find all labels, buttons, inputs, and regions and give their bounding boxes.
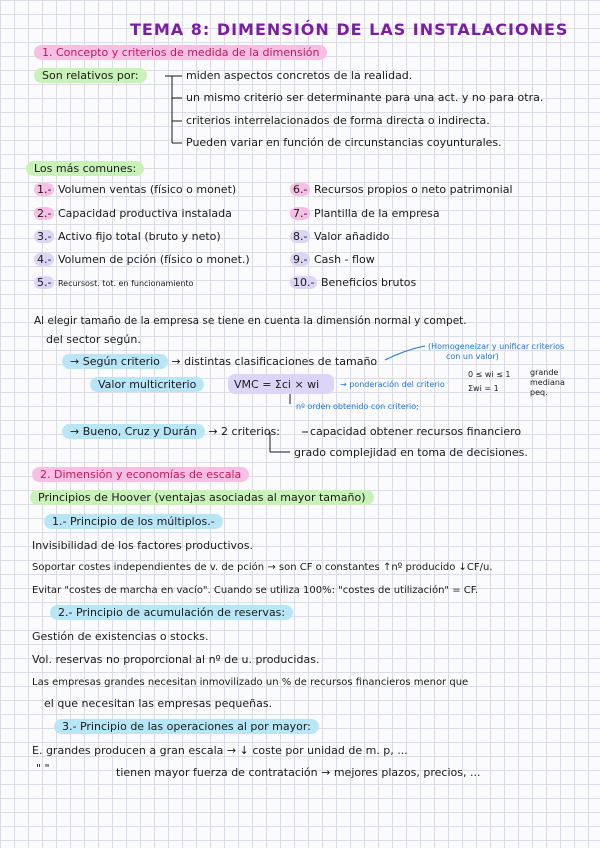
list-item: [34, 183, 236, 197]
grado-text: grado complejidad en toma de decisiones.: [294, 446, 528, 459]
p3-ditto: " ": [36, 762, 50, 775]
principle-2: [50, 606, 293, 620]
segun-criterio: → Según criterio → distintas clasificaciones de tamaño: [62, 355, 377, 369]
principle-2-text: 2.- Principio de acumulación de reservas:: [50, 605, 293, 620]
principle-1: [44, 515, 223, 529]
list-item: [34, 207, 232, 221]
ponderacion-note: → ponderación del criterio: [340, 380, 445, 389]
n-orden-note: nº orden obtenido con criterio;: [296, 402, 419, 411]
principle-3-text: 3.- Principio de las operaciones al por mayor:: [54, 719, 319, 734]
bueno-text: → Bueno, Cruz y Durán: [62, 424, 205, 439]
list-item-text: Volumen ventas (físico o monet): [57, 183, 237, 196]
section-2-heading-text: 2. Dimensión y economías de escala: [32, 467, 249, 482]
p1-line-2: Soportar costes independientes de v. de pción → son CF o constantes ↑nº producido ↓CF/u.: [32, 562, 493, 573]
list-item-number: 9.-: [290, 253, 310, 266]
ponderacion-text: ponderación del criterio: [349, 380, 445, 389]
list-item-number: 6.-: [290, 183, 310, 196]
dos-criterios: 2 criterios:: [221, 425, 280, 438]
cond-1: 0 ≤ wi ≤ 1: [468, 370, 511, 379]
list-item: [290, 183, 513, 197]
list-item-text: Capacidad productiva instalada: [57, 207, 232, 220]
list-item-text: Valor añadido: [313, 230, 390, 243]
list-item-number: 2.-: [34, 207, 54, 220]
segun-criterio-label: Según criterio: [82, 355, 160, 368]
bueno-label: Bueno, Cruz y Durán: [82, 425, 197, 438]
p2-line-3: Las empresas grandes necesitan inmovilizado un % de recursos financieros menor que: [32, 677, 469, 688]
list-item-number: 5.-: [34, 276, 54, 289]
list-item-number: 3.-: [34, 230, 54, 243]
side-note: grande mediana peq.: [530, 368, 565, 397]
p2-line-2: Vol. reservas no proporcional al nº de u. producidas.: [32, 653, 320, 666]
list-item: [290, 253, 375, 267]
principios-hoover: [30, 491, 374, 505]
list-item-number: 4.-: [34, 253, 54, 266]
principle-1-text: 1.- Principio de los múltiplos.-: [44, 514, 223, 529]
page-title: TEMA 8: DIMENSIÓN DE LAS INSTALACIONES: [130, 20, 569, 39]
vmc-formula: VMC = Σci × wi: [234, 378, 320, 391]
list-item: [34, 230, 221, 244]
capacidad-text: capacidad obtener recursos financiero: [310, 425, 522, 438]
bueno-line: → Bueno, Cruz y Durán → 2 criterios:: [62, 425, 280, 439]
section-1-heading-text: 1. Concepto y criterios de medida de la dimensión: [34, 45, 327, 60]
list-item-text: Activo fijo total (bruto y neto): [57, 230, 221, 243]
comunes-label-text: Los más comunes:: [26, 161, 144, 176]
principle-3: [54, 720, 319, 734]
valor-multicriterio-text: Valor multicriterio: [90, 377, 204, 392]
segun-criterio-text: → Según criterio: [62, 354, 168, 369]
note-homog: (Homogeneizar y unificar criterios: [428, 342, 565, 351]
list-item: [290, 230, 389, 244]
valor-multicriterio: [90, 378, 204, 392]
elegir-line-1: Al elegir tamaño de la empresa se tiene en cuenta la dimensión normal y compet.: [34, 315, 467, 327]
section-2-heading: [32, 468, 249, 482]
elegir-line-2: del sector según.: [46, 333, 141, 346]
relativos-item-3: criterios interrelacionados de forma directa o indirecta.: [186, 114, 490, 127]
list-item-number: 1.-: [34, 183, 54, 196]
p1-line-3: Evitar "costes de marcha en vacío". Cuando se utiliza 100%: "costes de utilización" = CF.: [32, 585, 479, 596]
list-item: [34, 276, 194, 290]
list-item-text: Plantilla de la empresa: [313, 207, 440, 220]
cond-2: Σwi = 1: [468, 384, 499, 393]
list-item: [34, 253, 250, 267]
list-item-text: Volumen de pción (físico o monet.): [57, 253, 250, 266]
p1-line-1: Invisibilidad de los factores productivos.: [32, 539, 253, 552]
list-item-number: 8.-: [290, 230, 310, 243]
section-1-heading: [34, 46, 327, 60]
list-item-text: Cash - flow: [313, 253, 375, 266]
note-homog-2: con un valor): [446, 352, 499, 361]
comunes-label: [26, 162, 144, 176]
p3-line-1: E. grandes producen a gran escala → ↓ coste por unidad de m. p, ...: [32, 744, 408, 757]
list-item-text: Recursost. tot. en funcionamiento: [57, 279, 194, 288]
p2-line-4: el que necesitan las empresas pequeñas.: [44, 697, 273, 710]
relativos-item-2: un mismo criterio ser determinante para una act. y no para otra.: [186, 91, 544, 104]
list-item-text: Recursos propios o neto patrimonial: [313, 183, 513, 196]
son-relativos: [34, 69, 147, 83]
son-relativos-text: Son relativos por:: [34, 68, 147, 83]
p3-line-2: tienen mayor fuerza de contratación → mejores plazos, precios, ...: [116, 766, 481, 779]
list-item: [290, 276, 416, 290]
relativos-item-1: miden aspectos concretos de la realidad.: [186, 69, 413, 82]
list-item: [290, 207, 440, 221]
p2-line-1: Gestión de existencias o stocks.: [32, 630, 209, 643]
list-item-text: Beneficios brutos: [320, 276, 417, 289]
list-item-number: 10.-: [290, 276, 317, 289]
relativos-item-4: Pueden variar en función de circunstancias coyunturales.: [186, 136, 502, 149]
distintas-text: distintas clasificaciones de tamaño: [184, 355, 378, 368]
note-arrow: [385, 346, 425, 360]
list-item-number: 7.-: [290, 207, 310, 220]
principios-hoover-text: Principios de Hoover (ventajas asociadas al mayor tamaño): [30, 490, 374, 505]
